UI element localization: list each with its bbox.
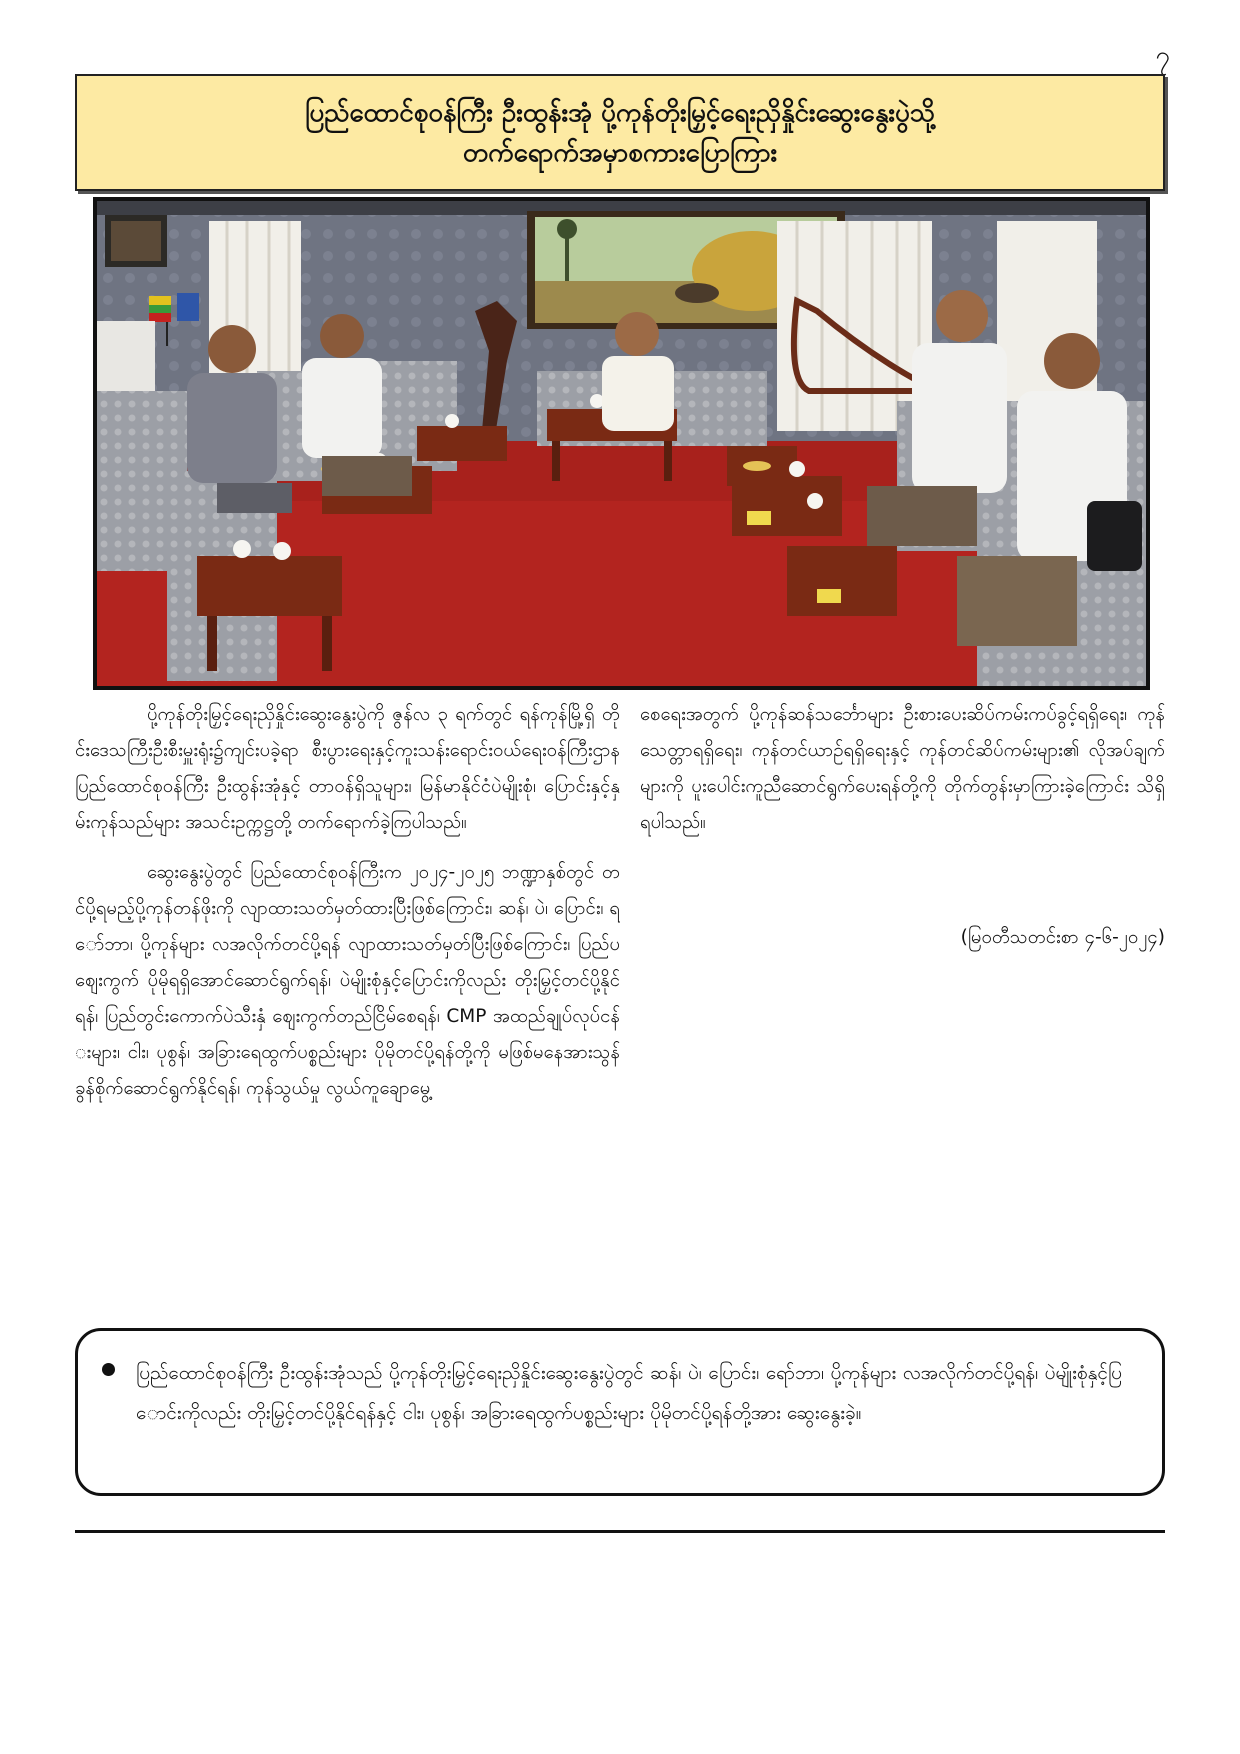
summary-box xyxy=(75,1328,1165,1496)
headline-box xyxy=(75,74,1165,191)
handbag xyxy=(1087,501,1142,571)
table-left-back xyxy=(417,426,507,461)
bullet-icon xyxy=(102,1363,115,1376)
table-left-front xyxy=(197,556,342,616)
article-paragraph-2: ဆွေးနွေးပွဲတွင် ပြည်ထောင်စုဝန်ကြီးက ၂၀၂၄-၂၀၂၅ ဘဏ္ဍာနှစ်တွင် တင်ပို့ရမည့်ပို့ကုန်တန်ဖိုးကို လျာထားသတ်မှတ်ထားပြီးဖြစ်ကြောင်း၊ ဆန်၊ ပဲ၊ ပြောင်း၊ ရော်ဘာ၊ ပို့ကုန်များ လအလိုက်တင်ပို့ရန် လျာထားသတ်မှတ်ပြီးဖြစ်ကြောင်း၊ ပြည်ပဈေးကွက် ပိုမိုရရှိအောင်ဆောင်ရွက်ရန်၊ ပဲမျိုးစုံနှင့်ပြောင်းကိုလည်း တိုးမြှင့်တင်ပို့နိုင်ရန်၊ ပြည်တွင်းကောက်ပဲသီးနှံ ဈေးကွက်တည်ငြိမ်စေရန်၊ CMP အထည်ချုပ်လုပ်ငန်းများ၊ ငါး၊ ပုစွန်၊ အခြားရေထွက်ပစ္စည်းများ ပိုမိုတင်ပို့ရန်တို့ကို မဖြစ်မနေအားသွန်ခွန်စိုက်ဆောင်ရွက်နိုင်ရန်၊ ကုန်သွယ်မှု လွယ်ကူချောမွေ့ xyxy=(75,862,620,1099)
bottom-rule xyxy=(75,1530,1165,1533)
table-right-middle xyxy=(732,476,842,536)
article-paragraph-1: ပို့ကုန်တိုးမြှင့်ရေးညှိနှိုင်းဆွေးနွေးပွဲကို ဇွန်လ ၃ ရက်တွင် ရန်ကုန်မြို့ရှိ တိုင်းဒေသကြီးဦးစီးမှူးရုံး၌ကျင်းပခဲ့ရာ စီးပွားရေးနှင့်ကူးသန်းရောင်းဝယ်ရေးဝန်ကြီးဌာန ပြည်ထောင်စုဝန်ကြီး ဦးထွန်းအုံနှင့် တာဝန်ရှိသူများ၊ မြန်မာနိုင်ငံပဲမျိုးစုံ၊ ပြောင်းနှင့်နှမ်းကုန်သည်များ အသင်းဥက္ကဋ္ဌတို့ တက်ရောက်ခဲ့ကြပါသည်။ xyxy=(75,704,620,833)
article-column-right xyxy=(640,697,1165,957)
person-1 xyxy=(208,325,256,373)
flag-blue xyxy=(177,293,199,321)
article-column-left xyxy=(75,697,620,1297)
person-2 xyxy=(320,314,364,358)
meeting-photo xyxy=(93,197,1150,690)
person-4 xyxy=(936,290,988,342)
article-paragraph-3: စေရေးအတွက် ပို့ကုန်ဆန်သင်္ဘောများ ဦးစားပေးဆိပ်ကမ်းကပ်ခွင့်ရရှိရေး၊ ကုန်သေတ္တာရရှိရေး၊ ကုန်တင်ယာဉ်ရရှိရေးနှင့် ကုန်တင်ဆိပ်ကမ်းများ၏ လိုအပ်ချက်များကို ပူးပေါင်းကူညီဆောင်ရွက်ပေးရန်တို့ကို တိုက်တွန်းမှာကြားခဲ့ကြောင်း သိရှိရပါသည်။ xyxy=(640,704,1165,833)
summary-text: ပြည်ထောင်စုဝန်ကြီး ဦးထွန်းအုံသည် ပို့ကုန်တိုးမြှင့်ရေးညှိနှိုင်းဆွေးနွေးပွဲတွင် ဆန်၊ ပဲ၊ ပြောင်း၊ ရော်ဘာ၊ ပို့ကုန်များ လအလိုက်တင်ပို့ရန်၊ ပဲမျိုးစုံနှင့်ပြောင်းကိုလည်း တိုးမြှင့်တင်ပို့နိုင်ရန်နှင့် ငါး၊ ပုစွန်၊ အခြားရေထွက်ပစ္စည်းများ ပိုမိုတင်ပို့ရန်တို့အား ဆွေးနွေးခဲ့။ xyxy=(136,1362,1122,1424)
person-3 xyxy=(615,312,659,356)
article-source: (မြဝတီသတင်းစာ ၄-၆-၂၀၂၄) xyxy=(960,927,1165,948)
curtain-right xyxy=(777,221,932,431)
meeting-photo-illustration xyxy=(97,201,1146,686)
headline-line-2: တက်ရောက်အမှာစကားပြောကြား xyxy=(462,137,778,168)
table-right-front xyxy=(787,546,897,616)
page-number: ၇ xyxy=(1155,41,1170,71)
person-5 xyxy=(1044,333,1100,389)
headline-line-1: ပြည်ထောင်စုဝန်ကြီး ဦးထွန်းအုံ ပို့ကုန်တိုးမြှင့်ရေးညှိနှိုင်းဆွေးနွေးပွဲသို့ xyxy=(305,97,935,128)
